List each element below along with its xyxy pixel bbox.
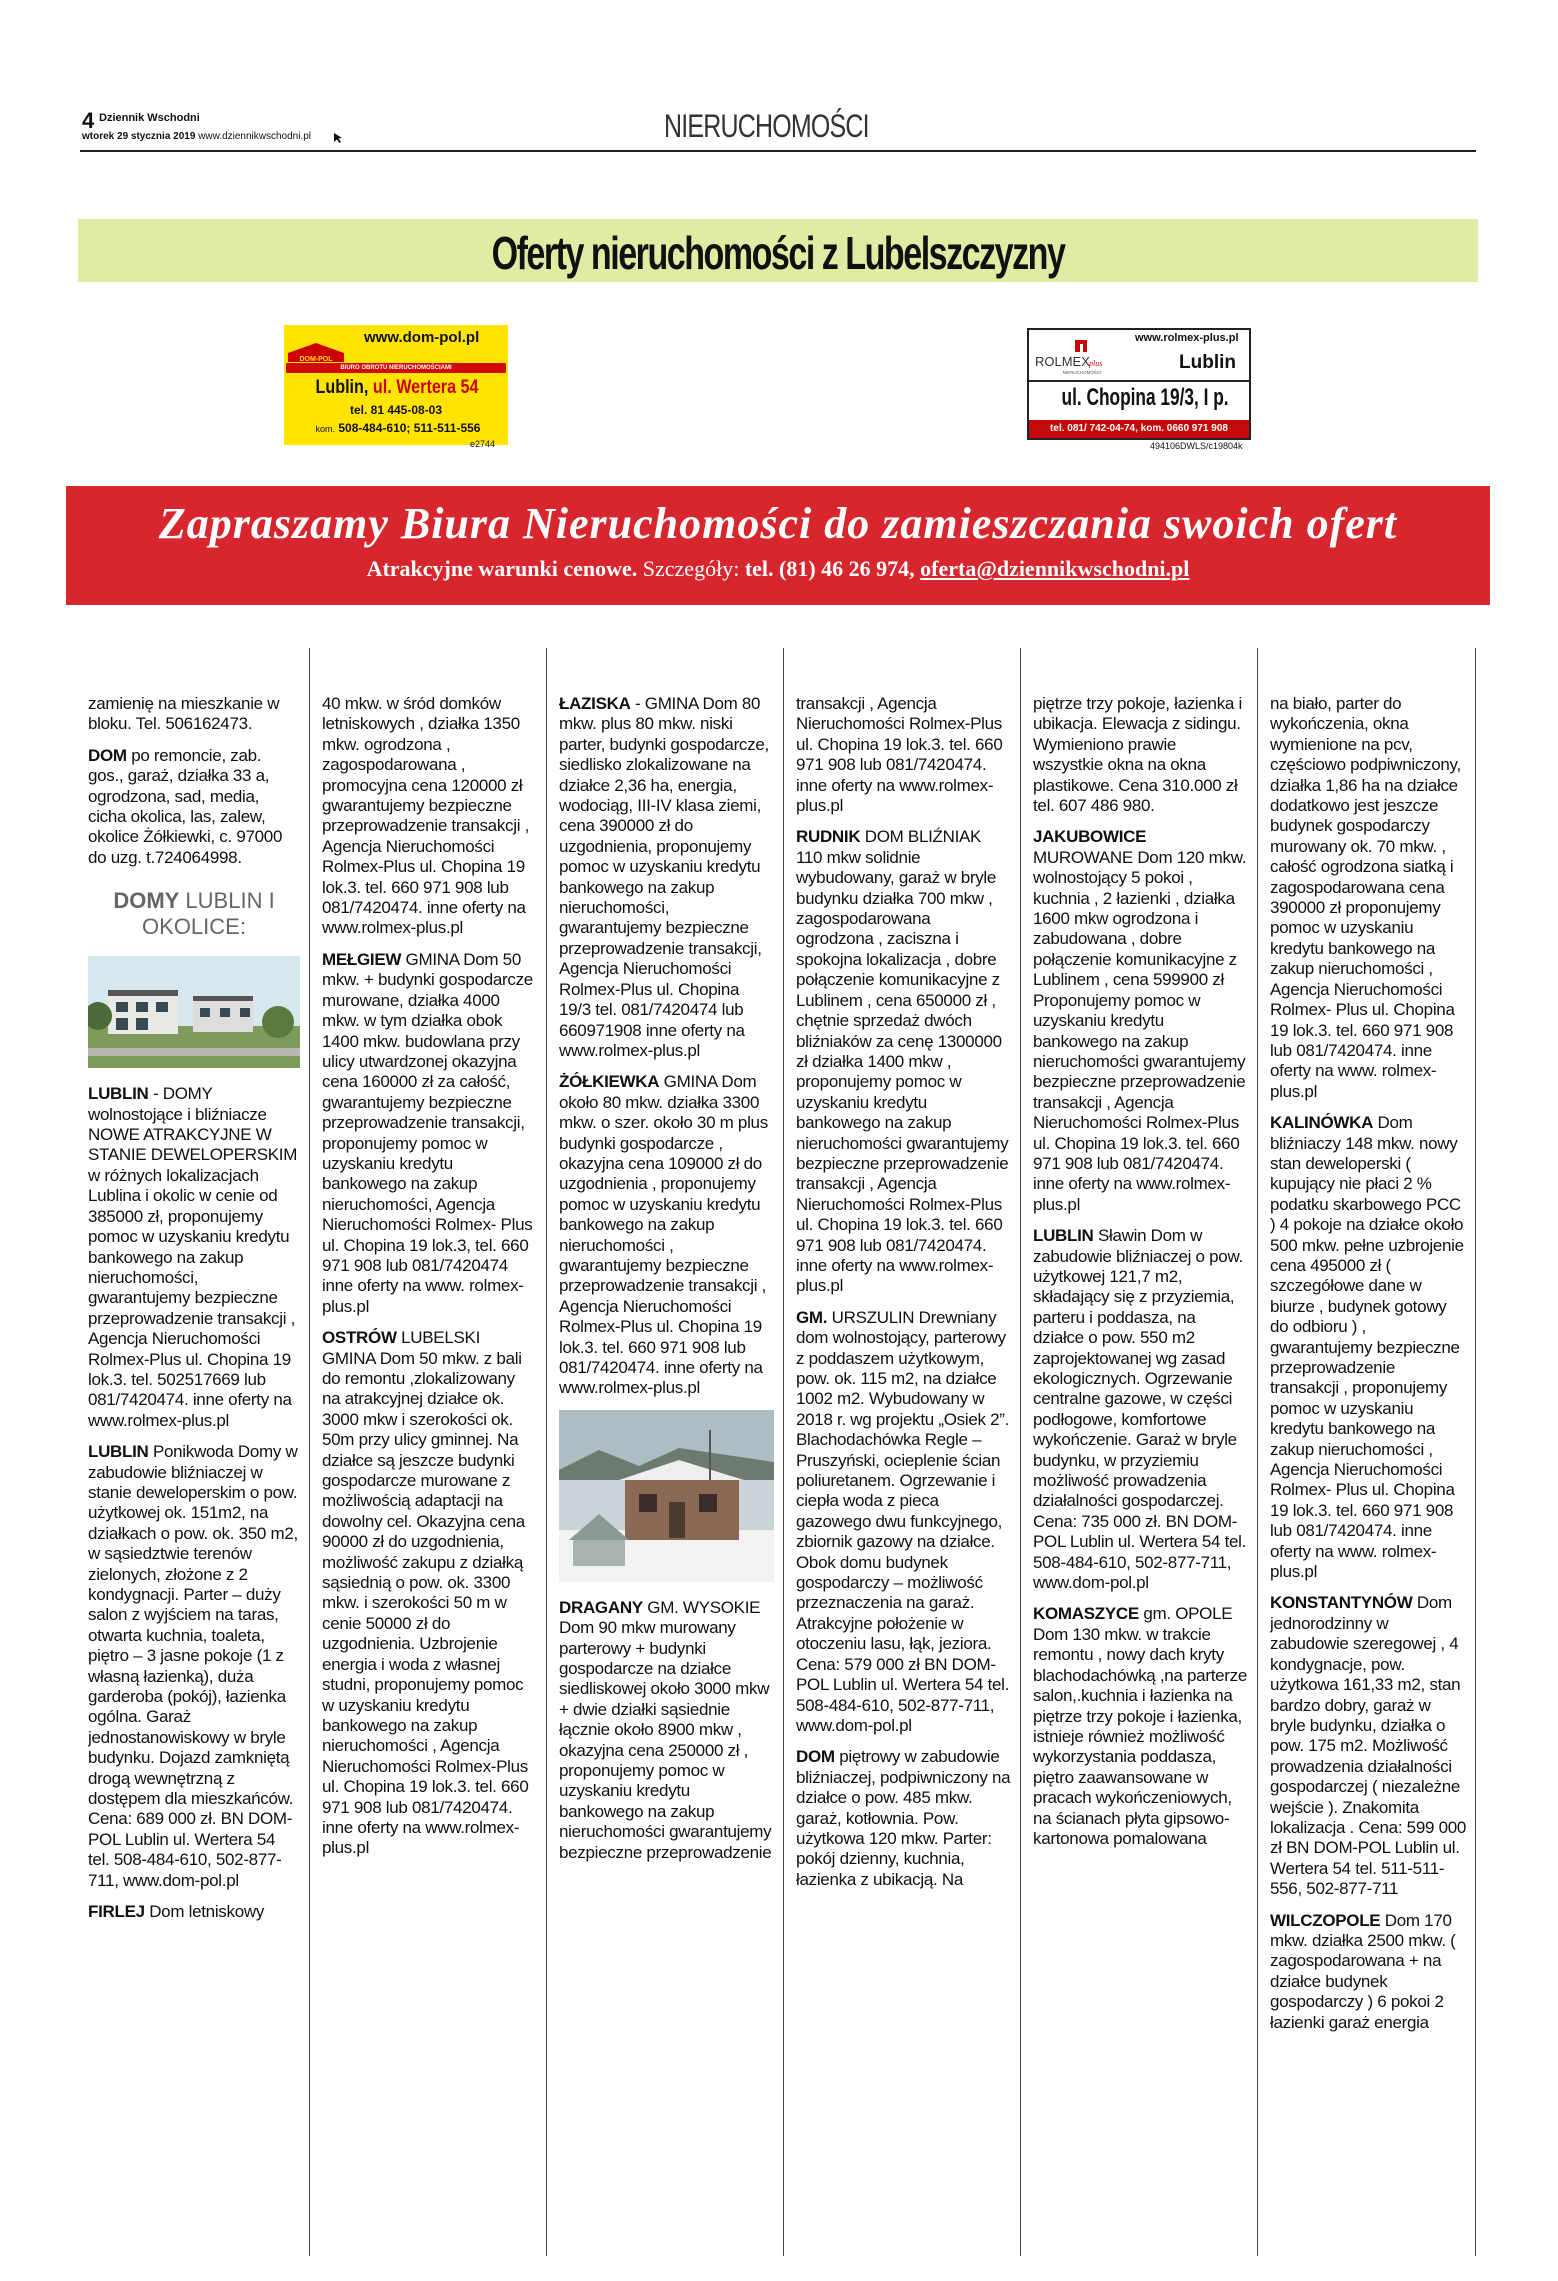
banner-pricing: Atrakcyjne warunki cenowe. (366, 556, 638, 581)
listing-text: URSZULIN Drewniany dom wolnostojący, parterowy z poddaszem użytkowym, pow. ok. 115 m2, na działce 1002 m2. Wybudowany w 2018 r. wg projektu „Osiek 2”. Blachodachówka Regle – Pruszyński, ocieplenie ścian poliuretanem. Ogrzewanie i ciepła woda z pieca gazowego dwu funkcyjnego, zbiornik gazowy na działce. Obok domu budynek gospodarczy – możliwość przeznaczenia na garaż. Atrakcyjne położenie w otoczeniu lasu, łąk, jeziora. Cena: 579 000 zł BN DOM-POL Lublin ul. Wertera 54 tel. 508-484-610, 502-877-711, www.dom-pol.pl (796, 1307, 1010, 1735)
column-divider (1257, 648, 1258, 2256)
listing-location: RUDNIK (796, 827, 861, 847)
listing (322, 1328, 537, 1859)
column-divider (1475, 648, 1476, 2256)
listing-text: Sławin Dom w zabudowie bliźniaczej o pow. użytkowej 121,7 m2, składający się z przyziemia, parteru i poddasza, na działce o pow. 550 m2 zaprojektowanej wg zasad ekologicznych. Ogrzewanie centralne gazowe, w części podłogowe, komfortowe wykończenie. Garaż w bryle budynku, w przyziemiu możliwość prowadzenia działalności gospodarczej. Cena: 735 000 zł. BN DOM-POL Lublin ul. Wertera 54 tel. 508-484-610, 502-877-711, www.dom-pol.pl (1033, 1226, 1247, 1593)
listing-text: - GMINA Dom 80 mkw. plus 80 mkw. niski parter, budynki gospodarcze, siedlisko zlokalizowane na działce 2,36 ha, energia, wodociąg, III-IV klasa ziemi, cena 390000 zł do uzgodnienia, proponujemy pomoc w uzyskaniu kredytu bankowego na zakup nieruchomości, gwarantujemy bezpieczne przeprowadzenie transakcji, Agencja Nieruchomości Rolmex-Plus ul. Chopina 19/3 tel. 081/7420474 lub 660971908 inne oferty na www.rolmex-plus.pl (559, 694, 769, 1060)
rolmex-tel: tel. 081/ 742-04-74, kom. 0660 971 908 (1029, 420, 1249, 438)
listing (559, 1072, 774, 1399)
listing-text: piętrowy w zabudowie bliźniaczej, podpiwniczony na działce o pow. 485 mkw. garaż, kotłownia. Pow. użytkowa 120 mkw. Parter: pokój dzienny, kuchnia, łazienka z ubikacją. Na (796, 1747, 1011, 1889)
dompol-tel: tel. 81 445-08-03 (349, 403, 443, 417)
site-url[interactable]: www.dziennikwschodni.pl (198, 131, 312, 142)
listing-location: DOM (88, 745, 127, 765)
issue-date (82, 131, 311, 142)
cursor-icon (333, 132, 345, 144)
listing-text: Dom jednorodzinny w zabudowie szeregowej , 4 kondygnacje, pow. użytkowa 161,33 m2, stan bardzo dobry, garaż w bryle budynku, działka o pow. 175 m2. Możliwość prowadzenia działalności gospodarczej ( niezależne wejście ). Znakomita lokalizacja . Cena: 599 000 zł BN DOM-POL Lublin ul. Wertera 54 tel. 511-511-556, 502-877-711 (1270, 1593, 1467, 1899)
section-title: NIERUCHOMOŚCI (664, 108, 869, 144)
banner-details-label: Szczegóły: (637, 556, 745, 581)
listing (88, 1442, 300, 1891)
listing-location: ŁAZISKA (559, 694, 631, 713)
listing (1270, 1113, 1468, 1582)
listing-text: po remoncie, zab. gos., garaż, działka 33 a, ogrodzona, sad, media, cicha okolica, las, zalew, okolice Żółkiewki, c. 97000 do uzg. t.724064998. (88, 745, 283, 867)
listing-text: gm. OPOLE Dom 130 mkw. w trakcie remontu , nowy dach kryty blachodachówką ,na parterze salon,.kuchnia i łazienka na piętrze trzy pokoje i łazienka, istnieje również możliwość wykorzystania poddasza, piętro zaawansowane w pracach wykończeniowych, na ścianach płyta gipsowo-kartonowa pomalowana (1033, 1604, 1247, 1848)
listing-text: Ponikwoda Domy w zabudowie bliźniaczej w stanie deweloperskim o pow. użytkowej ok. 151m2, na działkach o pow. ok. 350 m2, w sąsiedztwie terenów zielonych, złożone z 2 kondygnacji. Parter – duży salon z wyjściem na taras, otwarta kuchnia, toaleta, piętro – 3 jasne pokoje (1 z własną łazienką), duża garderoba (pokój), łazienka ogólna. Garaż jednostanowiskowy w bryle budynku. Dojazd zamkniętą drogą wewnętrzną z dostępem dla mieszkańców. Cena: 689 000 zł. BN DOM-POL Lublin ul. Wertera 54 tel. 508-484-610, 502-877-711, www.dom-pol.pl (88, 1442, 298, 1890)
listing-location: KONSTANTYNÓW (1270, 1593, 1413, 1613)
dompol-kom-label: kom. (315, 424, 336, 434)
rolmex-address: ul. Chopina 19/3, I p. (1061, 384, 1229, 411)
page-title: Oferty nieruchomości z Lubelszczyzny (491, 227, 1065, 279)
rolmex-city: Lublin (1179, 352, 1236, 373)
listing-location: FIRLEJ (88, 1902, 145, 1922)
dompol-address (304, 377, 489, 399)
rolmex-logo-plus: plus (1089, 359, 1103, 368)
listing-location: DRAGANY (559, 1597, 643, 1617)
listing-location: DOM (796, 1747, 835, 1767)
dompol-strip: BIURO OBROTU NIERUCHOMOŚCIAMI (286, 363, 506, 373)
column-divider (309, 648, 310, 2256)
dompol-kom (286, 421, 510, 435)
listing-text: LUBELSKI GMINA Dom 50 mkw. z bali do remontu ,zlokalizowany na atrakcyjnej działce ok. 3000 mkw i szerokości ok. 50m przy ulicy gminnej. Na działce są jeszcze budynki gospodarcze murowane z możliwością adaptacji na dowolny cel. Okazyjna cena 90000 zł do uzgodnienia, możliwość zakupu z działką sąsiednią o pow. ok. 3300 mkw. i szerokości 50 m w cenie 50000 zł do uzgodnienia. Uzbrojenie energia i woda z własnej studni, proponujemy pomoc w uzyskaniu kredytu bankowego na zakup nieruchomości , Agencja Nieruchomości Rolmex-Plus ul. Chopina 19 lok.3. tel. 660 971 908 lub 081/7420474. inne oferty na www.rolmex-plus.pl (322, 1328, 529, 1858)
ad-rolmex[interactable] (1027, 328, 1251, 440)
listing-location: KOMASZYCE (1033, 1604, 1139, 1624)
dompol-logo-icon (286, 341, 346, 363)
listing (322, 950, 537, 1317)
listing-text: GMINA Dom około 80 mkw. działka 3300 mkw. o szer. około 30 m plus budynki gospodarcze , okazyjna cena 109000 zł do uzgodnienia , proponujemy pomoc w uzyskaniu kredytu bankowego na zakup nieruchomości , gwarantujemy bezpieczne przeprowadzenie transakcji , Agencja Nieruchomości Rolmex-Plus ul. Chopina 19 lok.3. tel. 660 971 908 lub 081/7420474. inne oferty na www.rolmex-plus.pl (559, 1072, 768, 1398)
invite-banner (66, 486, 1490, 605)
rolmex-logo-text: ROLMEX (1035, 354, 1090, 369)
listing-text: GMINA Dom 50 mkw. + budynki gospodarcze murowane, działka 4000 mkw. w tym działka obok 1400 mkw. budowlana przy ulicy utwardzonej okazyjna cena 160000 zł za całość, gwarantujemy bezpieczne przeprowadzenie transakcji, proponujemy pomoc w uzyskaniu kredytu bankowego na zakup nieruchomości, Agencja Nieruchomości Rolmex- Plus ul. Chopina 19 lok.3, tel. 660 971 908 lub 081/7420474 inne oferty na www. rolmex-plus.pl (322, 949, 533, 1316)
column-4 (796, 648, 1011, 2256)
listing-location: JAKUBOWICE (1033, 827, 1147, 847)
banner-headline: Zapraszamy Biura Nieruchomości do zamieszczania swoich ofert (158, 499, 1398, 548)
heading-rest: LUBLIN I OKOLICE: (142, 888, 275, 940)
title-band (78, 219, 1478, 282)
listing-location: WILCZOPOLE (1270, 1910, 1381, 1930)
listing (559, 694, 774, 1061)
heading-bold: DOMY (113, 888, 180, 914)
column-3 (559, 648, 774, 2256)
listing-text: 40 mkw. w śród domków letniskowych , działka 1350 mkw. ogrodzona , zagospodarowana , promocyjna cena 120000 zł gwarantujemy bezpieczne przeprowadzenie transakcji , Agencja Nieruchomości Rolmex-Plus ul. Chopina 19 lok.3. tel. 660 971 908 lub 081/7420474. inne oferty na www.rolmex-plus.pl (322, 694, 530, 938)
dompol-street: ul. Wertera 54 (372, 377, 479, 398)
dompol-kom-numbers: 508-484-610; 511-511-556 (338, 421, 481, 435)
listing-text: na biało, parter do wykończenia, okna wymienione na pcv, częściowo podpiwniczony, działka 1,86 ha na działce dodatkowo jest jeszcze budynek gospodarczy murowany ok. 70 mkw. , całość ogrodzona siatką i zagospodarowana cena 390000 zł proponujemy pomoc w uzyskaniu kredytu bankowego na zakup nieruchomości , Agencja Nieruchomości Rolmex- Plus ul. Chopina 19 lok.3. tel. 660 971 908 lub 081/7420474. inne oferty na www. rolmex-plus.pl (1270, 694, 1461, 1101)
listing (796, 1308, 1011, 1737)
house-photo (88, 956, 300, 1068)
banner-phone[interactable]: tel. (81) 46 26 974, (744, 556, 915, 581)
banner-email[interactable]: oferta@dziennikwschodni.pl (920, 556, 1190, 581)
rolmex-logo-icon (1033, 338, 1131, 378)
rolmex-ad-code: 494106DWLS/c19804k (1150, 441, 1243, 451)
house-photo (559, 1410, 774, 1582)
listing-location: KALINÓWKA (1270, 1113, 1374, 1133)
listing-text: DOM BLIŹNIAK 110 mkw solidnie wybudowany, garaż w bryle budynku działka 700 mkw , zagospodarowana ogrodzona , zaciszna i spokojna lokalizacja , dobre połączenie komunikacyjne z Lublinem , cena 650000 zł , chętnie sprzedaż dwóch bliźniaków za cenę 1300000 zł działka 1400 mkw , proponujemy pomoc w uzyskaniu kredytu bankowego na zakup nieruchomości gwarantujemy bezpieczne przeprowadzenie transakcji , Agencja Nieruchomości Rolmex-Plus ul. Chopina 19 lok.3. tel. 660 971 908 lub 081/7420474. inne oferty na www.rolmex-plus.pl (796, 827, 1009, 1296)
section-heading (88, 888, 300, 940)
ad-dompol[interactable] (284, 325, 508, 445)
dompol-ad-code: e2744 (470, 439, 496, 449)
listing (88, 1902, 300, 1922)
listing-text: piętrze trzy pokoje, łazienka i ubikacja. Elewacja z sidingu. Wymieniono prawie wszystkie okna na okna plastikowe. Cena 310.000 zł tel. 607 486 980. (1033, 694, 1242, 816)
listing-text: transakcji , Agencja Nieruchomości Rolmex-Plus ul. Chopina 19 lok.3. tel. 660 971 908 lub 081/7420474. inne oferty na www.rolmex-plus.pl (796, 694, 1003, 816)
listing-text: Dom bliźniaczy 148 mkw. nowy stan deweloperski ( kupujący nie płaci 2 % podatku skarbowego PCC ) 4 pokoje na działce około 500 mkw. pełne uzbrojenie cena 495000 zł ( szczegółowe dane w biurze , budynek gotowy do odbioru ) , gwarantujemy bezpieczne przeprowadzenie transakcji , proponujemy pomoc w uzyskaniu kredytu bankowego na zakup nieruchomości , Agencja Nieruchomości Rolmex- Plus ul. Chopina 19 lok.3. tel. 660 971 908 lub 081/7420474. inne oferty na www. rolmex-plus.pl (1270, 1113, 1464, 1582)
newspaper-brand: Dziennik Wschodni (99, 112, 200, 124)
column-5 (1033, 648, 1248, 2256)
dompol-city: Lublin, (315, 377, 369, 398)
dompol-site[interactable]: www.dom-pol.pl (364, 329, 480, 346)
column-divider (783, 648, 784, 2256)
rolmex-site[interactable]: www.rolmex-plus.pl (1135, 332, 1239, 344)
listing (1033, 1226, 1248, 1593)
listing-text: Dom 90 mkw murowany parterowy + budynki gospodarcze na działce siedliskowej około 3000 mkw + dwie działki sąsiednie łącznie około 8900 mkw , okazyjna cena 250000 zł , proponujemy pomoc w uzyskaniu kredytu bankowego na zakup nieruchomości gwarantujemy bezpieczne przeprowadzenie (559, 1618, 772, 1862)
column-divider (546, 648, 547, 2256)
rolmex-divider (1029, 380, 1249, 382)
listing (1270, 1911, 1468, 2033)
page-number: 4 (82, 108, 95, 133)
listing-location-2: GM. WYSOKIE (642, 1597, 761, 1617)
banner-details (66, 556, 1490, 582)
listing-location: OSTRÓW (322, 1328, 397, 1348)
column-6 (1270, 648, 1468, 2256)
listing (88, 1084, 300, 1431)
column-2 (322, 648, 537, 2256)
listing (1033, 1604, 1248, 1849)
listing-location: LUBLIN (88, 1084, 149, 1104)
listings-columns (80, 648, 1476, 2256)
listing (1270, 1593, 1468, 1899)
listing (1033, 827, 1248, 1215)
listing-text: Dom 170 mkw. działka 2500 mkw. ( zagospodarowana + na działce budynek gospodarczy ) 6 pokoi 2 łazienki garaż energia (1270, 1910, 1456, 2032)
rolmex-logo-sub: NIERUCHOMOŚCI (1062, 370, 1102, 375)
listing-location: LUBLIN (1033, 1226, 1094, 1246)
column-divider (1020, 648, 1021, 2256)
listing-text: MUROWANE Dom 120 mkw. wolnostojący 5 pokoi , kuchnia , 2 łazienki , działka 1600 mkw ogrodzona i zabudowana , dobre połączenie komunikacyjne z Lublinem , cena 599900 zł Proponujemy pomoc w uzyskaniu kredytu bankowego na zakup nieruchomości gwarantujemy bezpieczne przeprowadzenie transakcji , Agencja Nieruchomości Rolmex-Plus ul. Chopina 19 lok.3. tel. 660 971 908 lub 081/7420474. inne oferty na www.rolmex-plus.pl (1033, 847, 1247, 1214)
date-text: wtorek 29 stycznia 2019 (82, 131, 196, 142)
listing (559, 1598, 774, 1863)
listing (796, 1747, 1011, 1890)
header-rule (80, 150, 1476, 152)
dompol-logo-text: DOM-POL (299, 356, 333, 363)
column-1 (88, 648, 300, 2256)
listing-location: GM. (796, 1307, 828, 1327)
listing-location: MEŁGIEW (322, 949, 402, 969)
listing-location: LUBLIN (88, 1442, 149, 1462)
listing-text: - DOMY wolnostojące i bliźniacze NOWE ATRAKCYJNE W STANIE DEWELOPERSKIM w różnych lokalizacjach Lublina i okolic w cenie od 385000 zł, proponujemy pomoc w uzyskaniu kredytu bankowego na zakup nieruchomości, gwarantujemy bezpieczne przeprowadzenie transakcji , Agencja Nieruchomości Rolmex-Plus ul. Chopina 19 lok.3. tel. 502517669 lub 081/7420474. inne oferty na www.rolmex-plus.pl (88, 1084, 298, 1430)
listing (88, 746, 300, 868)
listing (796, 827, 1011, 1296)
listing-text: Dom letniskowy (144, 1902, 265, 1922)
listing-text: zamienię na mieszkanie w bloku. Tel. 506162473. (88, 694, 280, 734)
listing-location: ŻÓŁKIEWKA (559, 1072, 660, 1092)
